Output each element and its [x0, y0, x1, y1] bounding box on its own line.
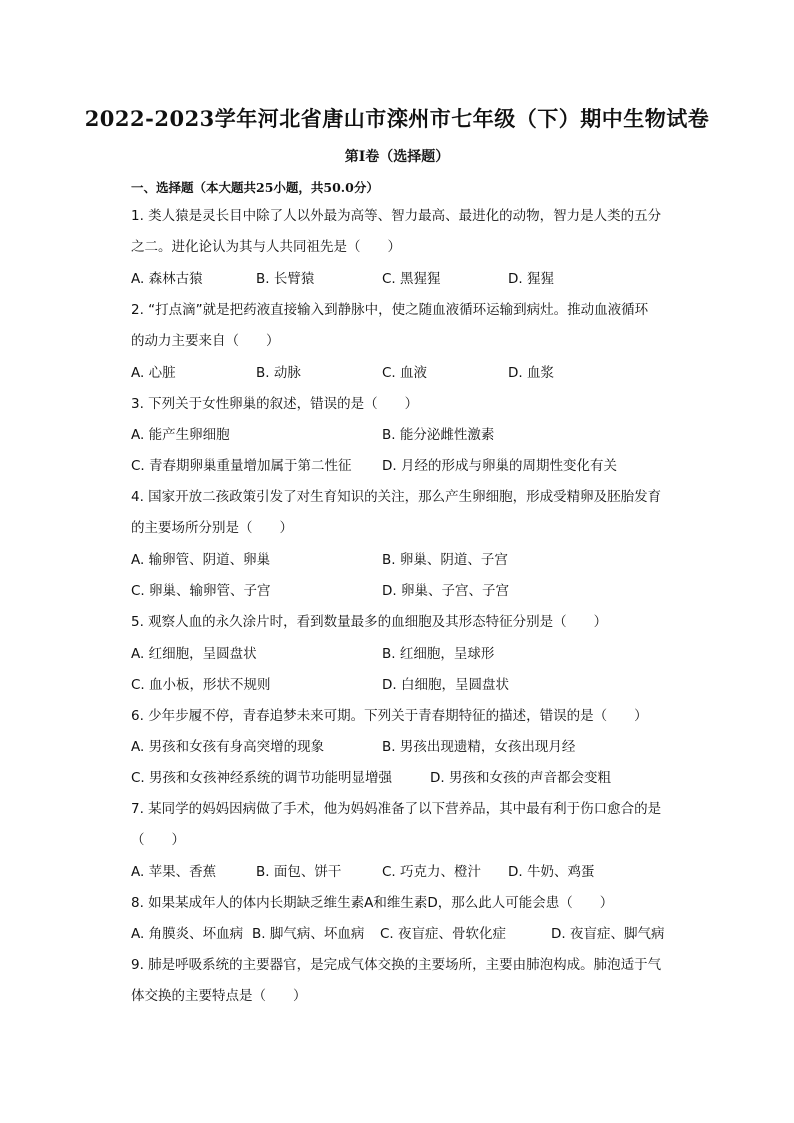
question-4-option-b: B. 卵巢、阴道、子宫 [382, 552, 508, 568]
question-3-option-c: C. 青春期卵巢重量增加属于第二性征 [131, 458, 352, 474]
question-5-option-d: D. 白细胞，呈圆盘状 [382, 677, 509, 693]
question-6-option-a: A. 男孩和女孩有身高突增的现象 [131, 739, 325, 755]
question-8-line-1: 8. 如果某成年人的体内长期缺乏维生素A和维生素D，那么此人可能会患（ ） [131, 895, 614, 911]
question-2-option-c: C. 血液 [382, 365, 428, 381]
question-8-option-b: B. 脚气病、坏血病 [252, 926, 365, 942]
question-2-option-a: A. 心脏 [131, 365, 176, 381]
question-8-option-a: A. 角膜炎、坏血病 [131, 926, 244, 942]
question-1-option-d: D. 猩猩 [508, 271, 554, 287]
question-1-option-a: A. 森林古猿 [131, 271, 203, 287]
question-2-option-d: D. 血浆 [508, 365, 554, 381]
question-4-line-1: 4. 国家开放二孩政策引发了对生育知识的关注，那么产生卵细胞，形成受精卵及胚胎发育 [131, 489, 662, 505]
question-8-option-c: C. 夜盲症、骨软化症 [380, 926, 507, 942]
question-8-option-d: D. 夜盲症、脚气病 [551, 926, 665, 942]
question-7-option-a: A. 苹果、香蕉 [131, 864, 217, 880]
question-2-option-b: B. 动脉 [256, 365, 301, 381]
question-7-option-b: B. 面包、饼干 [256, 864, 342, 880]
question-6-option-d: D. 男孩和女孩的声音都会变粗 [430, 770, 611, 786]
question-5-option-a: A. 红细胞，呈圆盘状 [131, 646, 257, 662]
question-3-option-a: A. 能产生卵细胞 [131, 427, 230, 443]
question-6-option-b: B. 男孩出现遗精，女孩出现月经 [382, 739, 576, 755]
question-6-option-c: C. 男孩和女孩神经系统的调节功能明显增强 [131, 770, 393, 786]
question-3-option-b: B. 能分泌雌性激素 [382, 427, 495, 443]
question-2-line-2: 的动力主要来自（ ） [131, 333, 280, 349]
question-5-line-1: 5. 观察人血的永久涂片时，看到数量最多的血细胞及其形态特征分别是（ ） [131, 614, 608, 630]
question-1-line-1: 1. 类人猿是灵长目中除了人以外最为高等、智力最高、最进化的动物，智力是人类的五分 [131, 208, 662, 224]
question-1-option-c: C. 黑猩猩 [382, 271, 441, 287]
question-3-line-1: 3. 下列关于女性卵巢的叙述，错误的是（ ） [131, 396, 419, 412]
question-9-line-1: 9. 肺是呼吸系统的主要器官，是完成气体交换的主要场所，主要由肺泡构成。肺泡适于气 [131, 957, 662, 973]
question-4-line-2: 的主要场所分别是（ ） [131, 520, 293, 536]
question-1-line-2: 之二。进化论认为其与人共同祖先是（ ） [131, 239, 401, 255]
document-title: 2022-2023学年河北省唐山市滦州市七年级（下）期中生物试卷 [84, 106, 710, 131]
question-3-option-d: D. 月经的形成与卵巢的周期性变化有关 [382, 458, 617, 474]
question-4-option-c: C. 卵巢、输卵管、子宫 [131, 583, 271, 599]
section-heading: 一、选择题（本大题共25小题，共50.0分） [131, 180, 379, 195]
question-6-line-1: 6. 少年步履不停，青春追梦未来可期。下列关于青春期特征的描述，错误的是（ ） [131, 708, 648, 724]
question-4-option-a: A. 输卵管、阴道、卵巢 [131, 552, 271, 568]
question-7-option-d: D. 牛奶、鸡蛋 [508, 864, 595, 880]
question-4-option-d: D. 卵巢、子宫、子宫 [382, 583, 509, 599]
part-heading: 第I卷（选择题） [344, 149, 450, 165]
question-7-line-1: 7. 某同学的妈妈因病做了手术，他为妈妈准备了以下营养品，其中最有利于伤口愈合的是 [131, 801, 662, 817]
question-5-option-c: C. 血小板，形状不规则 [131, 677, 271, 693]
question-5-option-b: B. 红细胞，呈球形 [382, 646, 495, 662]
question-1-option-b: B. 长臂猿 [256, 271, 315, 287]
question-7-option-c: C. 巧克力、橙汁 [382, 864, 482, 880]
question-9-line-2: 体交换的主要特点是（ ） [131, 988, 307, 1004]
question-7-line-2: （ ） [131, 832, 185, 848]
question-2-line-1: 2. “打点滴”就是把药液直接输入到静脉中，使之随血液循环运输到病灶。推动血液循环 [131, 302, 649, 318]
